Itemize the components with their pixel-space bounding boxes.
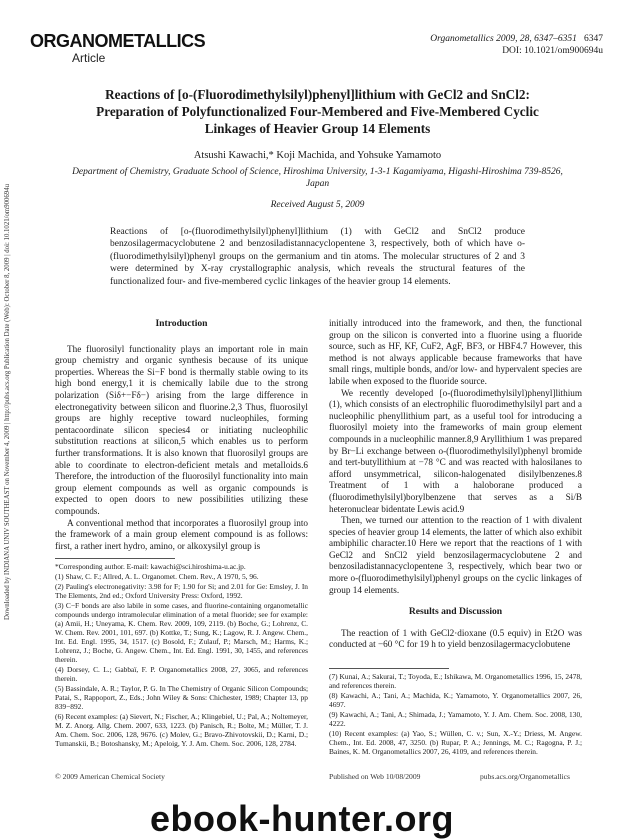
footnotes-right xyxy=(329,672,582,757)
citation: Organometallics 2009, 28, 6347–6351 xyxy=(430,34,577,44)
left-column xyxy=(55,318,308,552)
footnote: (8) Kawachi, A.; Tani, A.; Machida, K.; Yamamoto, Y. Organometallics 2007, 26, 4697. xyxy=(329,691,582,709)
section-heading-introduction: Introduction xyxy=(155,318,208,329)
footnote: *Corresponding author. E-mail: kawachi@sci.hiroshima-u.ac.jp. xyxy=(55,562,246,571)
footnote: (4) Dorsey, C. L.; Gabbaï, F. P. Organometallics 2008, 27, 3065, and references therein. xyxy=(55,665,308,683)
authors: Atsushi Kawachi,* Koji Machida, and Yohsuke Yamamoto xyxy=(193,150,442,161)
paragraph: The fluorosilyl functionality plays an important role in main group chemistry and organic synthesis because of its unique properties. Whereas the Si−F bond is thermally stable owing to its high bond energy,1 it is chemically labile due to the strong polarization (Siδ+−Fδ−) arising from the large difference in electronegativity between silicon and fluorine.2,3 Thus, fluorosilyl groups are highly receptive toward nucleophiles, forming pentacoordinate silicon species4 or initiating nucleophilic substitution reactions at silicon,5 which enables us to perform further transformations. It is also known that fluorosilyl groups are able to coordinate to electron-deficient metals and metalloids.6 Therefore, the introduction of the fluorosilyl functionality into main group element compounds as well as organic compounds is expected to open doors to new possibilities utilizing these compounds. xyxy=(55,343,308,516)
footnote: (10) Recent examples: (a) Yao, S.; Wüllen, C. v.; Sun, X.-Y.; Driess, M. Angew. Chem., Int. Ed. 2008, 47, 3250. (b) Rupar, P. A.; Jennings, M. C.; Ragogna, P. J.; Baines, K. M. Organometallics 2007, 26, 4109, and references therein. xyxy=(329,729,582,756)
footnotes-left xyxy=(55,562,308,749)
section-heading-results: Results and Discussion xyxy=(408,606,503,618)
right-column xyxy=(329,318,582,651)
paragraph: The reaction of 1 with GeCl2·dioxane (0.5 equiv) in Et2O was conducted at −60 °C for 19 h to yield benzosilagermacyclobutene xyxy=(329,627,582,650)
paragraph: We recently developed [o-(fluorodimethylsilyl)phenyl]lithium (1), which consists of an electrophilic fluorodimethylsilyl part and a nucleophilic phenyllithium part, as a useful tool for introducing a fluorosilyl moiety into the frameworks of main group element compounds in a nucleophilic manner.8,9 Aryllithium 1 was prepared by Br−Li exchange between o-(fluorodimethylsilyl)phenyl bromide and tert-butyllithium at −78 °C and was reacted with halosilanes to afford unsymmetrical, silicon-halogenated disilylbenzenes.8 Treatment of 1 with a haloborane produced a (fluorodimethylsilyl)borylbenzene that serves as a Si/B heteronuclear bidentate Lewis acid.9 xyxy=(329,387,582,514)
download-side-note: Downloaded by INDIANA UNIV SOUTHEAST on November 4, 2009 | http://pubs.acs.org Publication Date (Web): October 8, 2009 | doi: 10.1021/om900694u xyxy=(4,184,11,620)
received-date: Received August 5, 2009 xyxy=(270,200,365,210)
doi[interactable]: DOI: 10.1021/om900694u xyxy=(502,46,603,56)
footnote: (6) Recent examples: (a) Sievert, N.; Fischer, A.; Klingebiel, U.; Pal, A.; Noltemeyer, M. Z. Anorg. Allg. Chem. 2007, 633, 1223. (b) Panisch, R.; Bolte, M.; Müller, T. J. Am. Chem. Soc. 2006, 128, 9676. (c) Molev, G.; Bravo-Zhivotovskii, D.; Karni, D.; Tumanskii, B.; Botoshansky, M.; Apeloig, Y. J. Am. Chem. Soc. 2006, 128, 2784. xyxy=(55,712,308,748)
footnote: (3) C−F bonds are also labile in some cases, and fluorine-containing organometallic compounds undergo intramolecular elimination of a metal fluoride; see for example: (a) Amii, H.; Uneyama, K. Chem. Rev. 2009, 109, 2119. (b) Boche, G.; Lohrenz, C. W. Chem. Rev. 2001, 101, 697. (b) Kottke, T.; Sung, K.; Lagow, R. J. Angew. Chem., Int. Ed. Engl. 1995, 34, 1517. (c) Bosold, F.; Zulauf, P.; Marsch, M.; Harms, K.; Lohrenz, J.; Boche, G. Angew. Chem., Int. Ed. Engl. 1991, 30, 1455, and references therein. xyxy=(55,601,308,664)
article-type-label: Article xyxy=(72,51,106,65)
paragraph: initially introduced into the framework, and then, the functional group on the silicon is converted into a fluorine using a fluoride source, such as HF, KF, CuF2, AgF, BF3, or HBF4.7 However, this method is not always applicable because frameworks that have small rings, multiple bonds, and/or low- and hypervalent species are labile when exposed to the fluoride source. xyxy=(329,318,582,386)
footnote: (5) Bassindale, A. R.; Taylor, P. G. In The Chemistry of Organic Silicon Compounds; Patai, S., Rappoport, Z., Eds.; John Wiley & Sons: Chichester, 1989; Chapter 13, pp 839−892. xyxy=(55,684,308,711)
footnote: (2) Pauling's electronegativity: 3.98 for F; 1.90 for Si; and 2.01 for Ge: Emsley, J. In The Elements, 2nd ed.; Oxford University Press: Oxford, 1992. xyxy=(55,582,308,600)
watermark: ebook-hunter.org xyxy=(150,798,454,839)
paragraph: A conventional method that incorporates a fluorosilyl group into the framework of a main group element compound is as follows: first, a rather inert hydro, amino, or alkoxysilyl group is xyxy=(55,517,308,551)
paragraph: Then, we turned our attention to the reaction of 1 with divalent species of heavier group 14 elements, the latter of which also exhibit ambiphilic character.10 Here we report that the reactions of 1 with GeCl2 and SnCl2 yield benzosilagermacyclobutene 2 and benzosiladistannacyclopentene 3, respectively, which bear two or more o-(fluorodimethylsilyl)phenyl groups on the cyclic linkages of group 14 elements. xyxy=(329,515,582,595)
page-number: 6347 xyxy=(584,34,603,44)
abstract: Reactions of [o-(fluorodimethylsilyl)phenyl]lithium (1) with GeCl2 and SnCl2 produce benzosilagermacyclobutene 2 and benzosiladistannacyclopentene 3, respectively, both of which have o-(fluorodimethylsilyl)phenyl groups on the germanium and tin atoms. The molecular structures of 2 and 3 were determined by X-ray crystallographic analysis, which reveals the structural features of the functionalized four- and five-membered cyclic linkages of the heavier group 14 elements. xyxy=(110,227,525,287)
journal-logo: ORGANOMETALLICS xyxy=(30,31,206,51)
citation-block xyxy=(430,33,603,57)
article-title: Reactions of [o-(Fluorodimethylsilyl)phenyl]lithium with GeCl2 and SnCl2: Preparation of Polyfunctionalized Four-Membered and Five-Membered Cyclic Linkages of Heavier Group 14 Elements xyxy=(96,87,539,136)
footnote: (7) Kunai, A.; Sakurai, T.; Toyoda, E.; Ishikawa, M. Organometallics 1996, 15, 2478, and references therein. xyxy=(329,672,582,690)
affiliation: Department of Chemistry, Graduate School of Science, Hiroshima University, 1-3-1 Kagamiyama, Higashi-Hiroshima 739-8526, Japan xyxy=(72,167,563,189)
journal-url[interactable]: pubs.acs.org/Organometallics xyxy=(480,772,570,781)
footnote: (1) Shaw, C. F.; Allred, A. L. Organomet. Chem. Rev., A 1970, 5, 96. xyxy=(55,572,259,581)
publication-date: Published on Web 10/08/2009 xyxy=(329,772,421,781)
copyright: © 2009 American Chemical Society xyxy=(55,772,165,781)
footnote: (9) Kawachi, A.; Tani, A.; Shimada, J.; Yamamoto, Y. J. Am. Chem. Soc. 2008, 130, 4222. xyxy=(329,710,582,728)
